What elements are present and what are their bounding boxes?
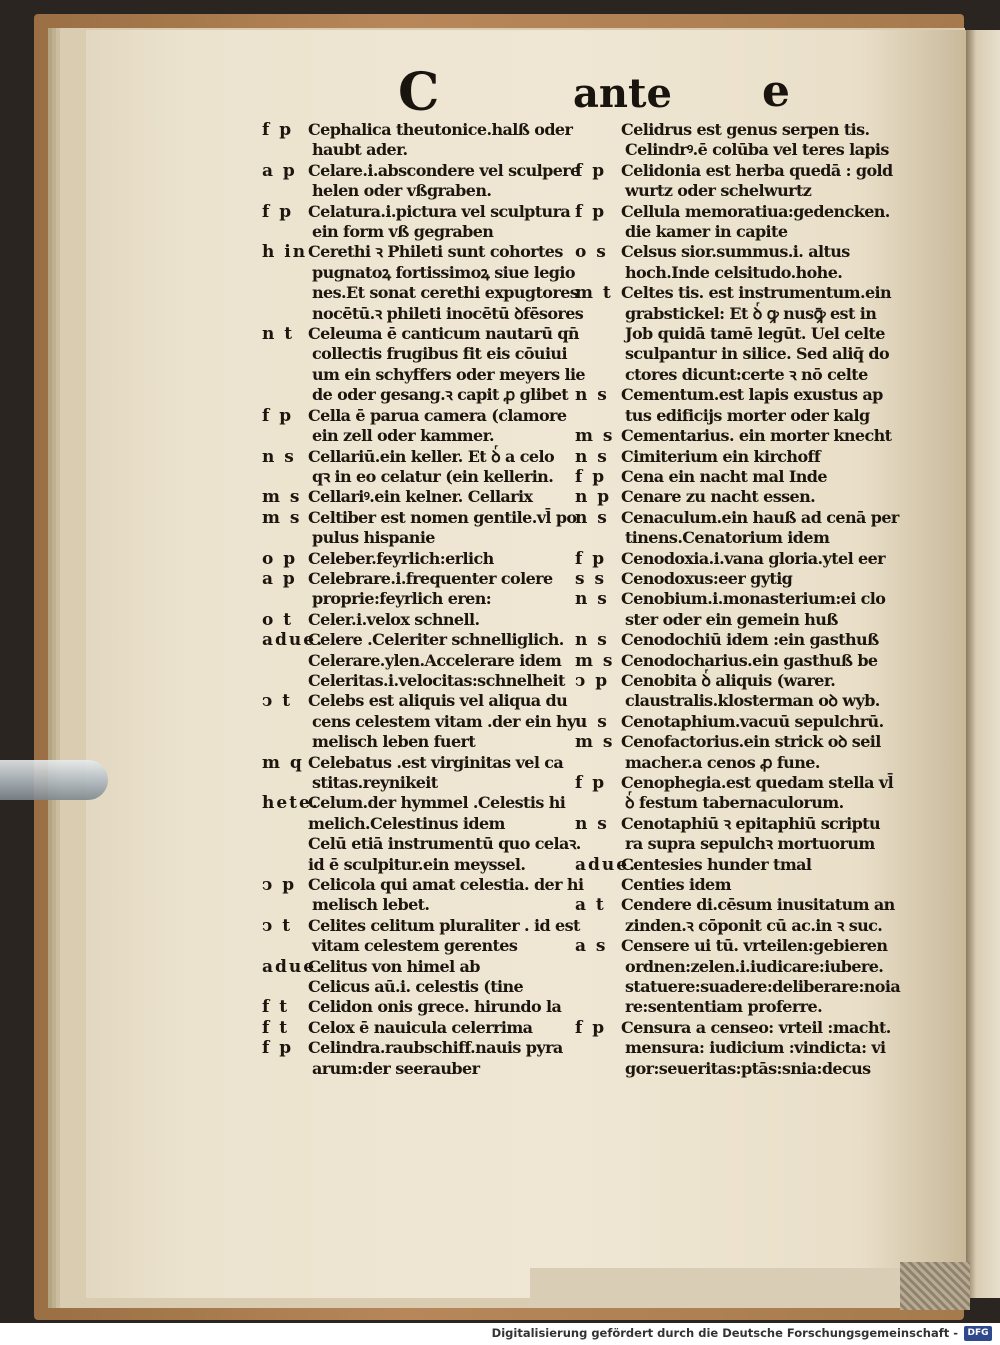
- entry-line: Cementum.est lapis exustus ap: [621, 385, 883, 405]
- grammar-code: f p: [262, 120, 294, 140]
- dictionary-entry: [575, 855, 895, 896]
- entry-text: [621, 385, 895, 426]
- entry-line: arum:der seerauber: [312, 1058, 480, 1078]
- header-letter-left: C: [398, 62, 440, 123]
- entry-text: [308, 997, 582, 1017]
- entry-line: Celtiber est nomen gentile.vl̄ po: [308, 507, 577, 527]
- entry-line: gor:seueritas:ptās:snia:decus: [625, 1058, 871, 1078]
- dictionary-entry: [262, 549, 582, 569]
- entry-text: [621, 549, 895, 569]
- entry-line: nocētū.ꝛ phileti inocētū ꝺfēsores: [312, 303, 584, 323]
- grammar-code: o t: [262, 609, 294, 630]
- grammar-code: ↄ t: [262, 915, 293, 936]
- entry-line: macher.a cenos ꝓ fune.: [625, 752, 820, 772]
- entry-line: Cenodochiū idem :ein gasthuß: [621, 630, 879, 650]
- entry-line: Cellariꝰ.ein kelner. Cellarix: [308, 487, 533, 507]
- entry-line: Celer.i.velox schnell.: [308, 609, 480, 629]
- entry-line: helen oder vßgraben.: [312, 181, 492, 201]
- dictionary-entry: [262, 569, 582, 610]
- entry-line: Censere ui tū. vrteilen:gebieren: [621, 936, 888, 956]
- grammar-code: n s: [575, 446, 609, 467]
- entry-text: [621, 651, 895, 671]
- entry-line: Cenaculum.ein hauß ad cenā per: [621, 507, 899, 527]
- entry-line: Celebatus .est virginitas vel ca: [308, 752, 564, 772]
- entry-line: wurtz oder schelwurtz: [625, 181, 812, 201]
- entry-text: [621, 161, 895, 202]
- entry-line: ein zell oder kammer.: [312, 426, 494, 446]
- entry-line: proprie:feyrlich eren:: [312, 589, 492, 609]
- dictionary-entry: [575, 895, 895, 936]
- entry-line: cens celestem vitam .der ein hy: [312, 711, 576, 731]
- entry-text: [308, 242, 583, 324]
- dictionary-entry: [262, 630, 582, 691]
- dictionary-entry: [575, 732, 895, 773]
- entry-line: Cenotaphiū ꝛ epitaphiū scriptu: [621, 813, 881, 833]
- dictionary-entry: [575, 630, 895, 650]
- grammar-code: o p: [262, 548, 298, 569]
- entry-line: Cerethi ꝛ Phileti sunt cohortes: [308, 242, 563, 262]
- entry-line: Celox ē nauicula celerrima: [308, 1017, 533, 1037]
- entry-text: [621, 855, 895, 896]
- entry-line: Centesies hunder tmal: [621, 854, 812, 874]
- entry-text: [308, 875, 583, 916]
- entry-line: Celidon onis grece. hirundo la: [308, 997, 562, 1017]
- entry-line: Celindra.raubschiff.nauis pyra: [308, 1038, 563, 1058]
- grammar-code: ↄ t: [262, 691, 293, 712]
- entry-text: [621, 589, 895, 630]
- grammar-code: f p: [575, 466, 607, 487]
- grammar-code: hete.: [262, 793, 320, 814]
- grammar-code: f t: [262, 997, 290, 1018]
- grammar-code: adue.: [262, 630, 324, 651]
- grammar-code: a p: [262, 160, 297, 181]
- entry-line: ster oder ein gemein huß: [625, 609, 838, 629]
- entry-text: [621, 487, 895, 507]
- entry-line: ra supra sepulchꝛ mortuorum: [625, 834, 875, 854]
- dictionary-entry: [575, 712, 895, 732]
- grammar-code: f p: [575, 1017, 607, 1038]
- right-column: [575, 120, 901, 1079]
- dictionary-entry: [262, 1038, 582, 1079]
- grammar-code: s s: [575, 568, 607, 589]
- facing-page-edge: [966, 30, 1000, 1298]
- dictionary-entry: [575, 569, 895, 589]
- entry-line: Celebrare.i.frequenter colere: [308, 568, 553, 588]
- entry-text: [621, 120, 895, 161]
- dictionary-entry: [575, 202, 895, 243]
- dictionary-entry: [262, 161, 582, 202]
- grammar-code: adue.: [262, 956, 324, 977]
- entry-text: [621, 712, 895, 732]
- entry-line: Cenophegia.est quedam stella vl̄: [621, 773, 894, 792]
- entry-text: [308, 324, 585, 406]
- entry-line: Cenofactorius.ein strick oꝺ seil: [621, 732, 881, 752]
- dictionary-entry: [575, 507, 899, 549]
- entry-line: Celicola qui amat celestia. der hi: [308, 875, 584, 895]
- dictionary-entry: [575, 1018, 895, 1079]
- grammar-code: a s: [575, 936, 608, 957]
- entry-line: pugnatoꝝ fortissimoꝝ siue legio: [312, 262, 575, 282]
- entry-line: Celidrus est genus serpen tis.: [621, 120, 870, 139]
- entry-line: nes.Et sonat cerethi expugtores: [312, 283, 579, 303]
- grammar-code: h in: [262, 242, 308, 263]
- entry-text: [308, 610, 582, 630]
- entry-line: Celeritas.i.velocitas:schnelheit: [308, 670, 565, 690]
- dictionary-entry: [262, 447, 582, 488]
- entry-line: id ē sculpitur.ein meyssel.: [308, 854, 526, 874]
- entry-line: Cenodoxus:eer gytig: [621, 568, 793, 588]
- grammar-code: m s: [262, 507, 302, 528]
- dictionary-entry: [262, 753, 582, 794]
- grammar-code: a p: [262, 568, 297, 589]
- grammar-code: m s: [575, 426, 615, 447]
- dictionary-entry: [262, 508, 582, 549]
- grammar-code: n s: [575, 589, 609, 610]
- entry-text: [621, 447, 895, 467]
- dictionary-entry: [575, 814, 895, 855]
- entry-line: Cellula memoratiua:gedencken.: [621, 201, 890, 221]
- dictionary-entry: [262, 120, 582, 161]
- entry-line: Cenobium.i.monasterium:ei clo: [621, 589, 886, 609]
- grammar-code: n s: [262, 446, 296, 467]
- grammar-code: o s: [575, 242, 608, 263]
- entry-text: [621, 569, 895, 589]
- entry-line: melich.Celestinus idem: [308, 813, 505, 833]
- grammar-code: f p: [262, 201, 294, 222]
- dictionary-entry: [262, 324, 585, 406]
- entry-text: [308, 508, 582, 549]
- entry-text: [308, 406, 582, 447]
- entry-line: Cenodoxia.i.vana gloria.ytel eer: [621, 548, 886, 568]
- entry-text: [308, 549, 582, 569]
- entry-line: Cimiterium ein kirchoff: [621, 446, 821, 466]
- grammar-code: [575, 120, 621, 161]
- dictionary-entry: [575, 120, 895, 161]
- entry-line: mensura: iudicium :vindicta: vi: [625, 1038, 886, 1058]
- glass-bookmark: [0, 760, 108, 800]
- grammar-code: f p: [575, 160, 607, 181]
- entry-text: [621, 426, 895, 446]
- entry-text: [621, 671, 895, 712]
- entry-text: [621, 814, 895, 855]
- dictionary-entry: [575, 773, 895, 814]
- entry-text: [621, 732, 895, 773]
- footer-credit: Digitalisierung gefördert durch die Deutsche Forschungsgemeinschaft -: [491, 1326, 958, 1340]
- entry-line: Cenare zu nacht essen.: [621, 487, 816, 507]
- entry-line: Celere .Celeriter schnelliglich.: [308, 630, 564, 650]
- entry-line: tinens.Cenatorium idem: [625, 528, 830, 548]
- grammar-code: f p: [262, 405, 294, 426]
- dictionary-entry: [575, 426, 895, 446]
- entry-text: [308, 630, 582, 691]
- dictionary-entry: [575, 671, 895, 712]
- entry-text: [308, 916, 582, 957]
- dictionary-entry: [575, 549, 895, 569]
- entry-line: Censura a censeo: vrteil :macht.: [621, 1017, 891, 1037]
- entry-text: [308, 487, 582, 507]
- header-letter-right: e: [762, 66, 790, 117]
- entry-line: stitas.reynikeit: [312, 773, 438, 792]
- dictionary-entry: [575, 242, 895, 283]
- grammar-code: n t: [262, 324, 295, 345]
- grammar-code: n s: [575, 385, 609, 406]
- grammar-code: ↄ p: [262, 875, 297, 896]
- footer-bar: [0, 1323, 1000, 1345]
- grammar-code: n s: [575, 813, 609, 834]
- entry-line: Celerare.ylen.Accelerare idem: [308, 650, 562, 670]
- entry-text: [621, 895, 895, 936]
- grammar-code: f t: [262, 1017, 290, 1038]
- grammar-code: f p: [262, 1038, 294, 1059]
- grammar-code: f p: [575, 773, 607, 793]
- entry-line: Cellariū.ein keller. Et ꝺͬ a celo: [308, 446, 555, 466]
- entry-line: Centies idem: [621, 875, 731, 895]
- entry-text: [308, 447, 582, 488]
- grammar-code: ↄ p: [575, 670, 610, 691]
- dictionary-entry: [262, 242, 582, 324]
- dictionary-entry: [262, 487, 582, 507]
- dictionary-entry: [575, 936, 901, 1018]
- grammar-code: n s: [575, 507, 609, 528]
- dictionary-entry: [262, 997, 582, 1017]
- entry-line: claustralis.klosterman oꝺ wyb.: [625, 691, 880, 711]
- entry-text: [308, 120, 582, 161]
- entry-line: Cena ein nacht mal Inde: [621, 466, 827, 486]
- dictionary-entry: [575, 589, 895, 630]
- entry-line: Celsus sior.summus.i. altus: [621, 242, 850, 262]
- grammar-code: m t: [575, 283, 613, 304]
- dictionary-entry: [262, 202, 582, 243]
- entry-line: Celitus von himel ab: [308, 956, 480, 976]
- entry-line: haubt ader.: [312, 140, 408, 160]
- grammar-code: f p: [575, 548, 607, 569]
- entry-line: Cenotaphium.vacuū sepulchrū.: [621, 711, 884, 731]
- header-word-center: ante: [573, 70, 672, 117]
- entry-text: [621, 242, 895, 283]
- entry-text: [308, 1018, 582, 1038]
- entry-line: Cendere di.cēsum inusitatum an: [621, 895, 895, 915]
- entry-text: [308, 691, 582, 752]
- entry-text: [308, 793, 582, 875]
- entry-line: qꝛ in eo celatur (ein kellerin.: [312, 466, 554, 486]
- entry-line: melisch leben fuert: [312, 732, 476, 752]
- entry-line: Cenobita ꝺͬ aliquis (warer.: [621, 670, 836, 690]
- entry-line: sculpantur in silice. Sed aliq̄ do: [625, 344, 890, 364]
- entry-line: ein form vß gegraben: [312, 222, 494, 242]
- entry-line: Job quidā tamē legūt. Uel celte: [625, 324, 885, 344]
- entry-line: pulus hispanie: [312, 528, 435, 548]
- entry-line: hoch.Inde celsitudo.hohe.: [625, 262, 843, 282]
- entry-line: ordnen:zelen.i.iudicare:iubere.: [625, 956, 884, 976]
- entry-line: Cephalica theutonice.halß oder: [308, 120, 573, 139]
- entry-text: [621, 283, 895, 385]
- entry-line: Celū etiā instrumentū quo celaꝛ.: [308, 834, 581, 854]
- entry-line: Celebs est aliquis vel aliqua du: [308, 691, 568, 711]
- grammar-code: a t: [575, 895, 606, 916]
- dictionary-entry: [262, 875, 582, 916]
- dictionary-entry: [262, 957, 582, 998]
- dictionary-entry: [262, 1018, 582, 1038]
- torn-edge: [900, 1262, 970, 1310]
- entry-text: [621, 630, 895, 650]
- entry-line: Celidonia est herba quedā : gold: [621, 160, 893, 180]
- left-column: [262, 120, 585, 1079]
- entry-text: [621, 202, 895, 243]
- entry-line: ctores dicunt:certe ꝛ nō celte: [625, 364, 868, 384]
- entry-line: um ein schyffers oder meyers lie: [312, 364, 585, 384]
- entry-line: collectis frugibus fit eis cōuiui: [312, 344, 567, 364]
- entry-text: [621, 1018, 895, 1079]
- entry-line: Cementarius. ein morter knecht: [621, 426, 892, 446]
- dictionary-entry: [262, 916, 582, 957]
- dictionary-entry: [262, 691, 582, 752]
- entry-text: [308, 1038, 582, 1079]
- grammar-code: n p: [575, 487, 612, 508]
- entry-line: Cenodocharius.ein gasthuß be: [621, 650, 878, 670]
- dictionary-entry: [575, 651, 895, 671]
- dictionary-entry: [262, 610, 582, 630]
- entry-line: Celatura.i.pictura vel sculptura: [308, 201, 571, 221]
- entry-line: grabstickel: Et ꝺͬ ꝙ nusꝙ̄ est in: [625, 303, 877, 323]
- entry-text: [308, 569, 582, 610]
- entry-line: Celeuma ē canticum nautarū qn̄: [308, 324, 579, 344]
- entry-line: Cella ē parua camera (clamore: [308, 405, 567, 425]
- entry-line: Celeber.feyrlich:erlich: [308, 548, 494, 568]
- dictionary-entry: [575, 283, 895, 385]
- entry-line: Celtes tis. est instrumentum.ein: [621, 283, 892, 303]
- entry-text: [308, 202, 582, 243]
- entry-line: Celicus aū.i. celestis (tine: [308, 977, 524, 997]
- dictionary-entry: [575, 467, 895, 487]
- entry-line: Celindrꝰ.ē colūba vel teres lapis: [625, 140, 889, 160]
- entry-line: Celum.der hymmel .Celestis hi: [308, 793, 566, 813]
- entry-line: re:sententiam proferre.: [625, 997, 823, 1017]
- entry-line: melisch lebet.: [312, 895, 430, 915]
- entry-line: die kamer in capite: [625, 222, 788, 242]
- dictionary-entry: [262, 406, 582, 447]
- entry-line: statuere:suadere:deliberare:noia: [625, 977, 901, 997]
- grammar-code: m s: [575, 650, 615, 671]
- dictionary-entry: [575, 487, 895, 507]
- entry-line: de oder gesang.ꝛ capit ꝓ glibet: [312, 385, 569, 405]
- dictionary-entry: [262, 793, 582, 875]
- entry-text: [308, 957, 582, 998]
- entry-text: [621, 467, 895, 487]
- grammar-code: n s: [575, 630, 609, 651]
- entry-line: tus edificijs morter oder kalg: [625, 405, 870, 425]
- grammar-code: m s: [262, 487, 302, 508]
- grammar-code: u s: [575, 711, 609, 732]
- dfg-logo: DFG: [964, 1326, 992, 1341]
- grammar-code: m s: [575, 732, 615, 753]
- entry-text: [308, 161, 582, 202]
- entry-text: [621, 773, 895, 814]
- dictionary-entry: [575, 161, 895, 202]
- entry-line: ꝺͬ festum tabernaculorum.: [625, 793, 844, 813]
- dictionary-entry: [575, 385, 895, 426]
- entry-line: vitam celestem gerentes: [312, 936, 518, 956]
- entry-line: zinden.ꝛ cōponit cū ac.in ꝛ suc.: [625, 915, 883, 935]
- entry-text: [621, 508, 899, 549]
- grammar-code: adue.: [575, 854, 637, 875]
- entry-line: Celites celitum pluraliter . id est: [308, 915, 580, 935]
- entry-text: [621, 936, 900, 1018]
- grammar-code: f p: [575, 201, 607, 222]
- grammar-code: m q: [262, 752, 304, 773]
- dictionary-entry: [575, 447, 895, 467]
- entry-line: Celare.i.abscondere vel sculpere: [308, 160, 580, 180]
- entry-text: [308, 753, 582, 794]
